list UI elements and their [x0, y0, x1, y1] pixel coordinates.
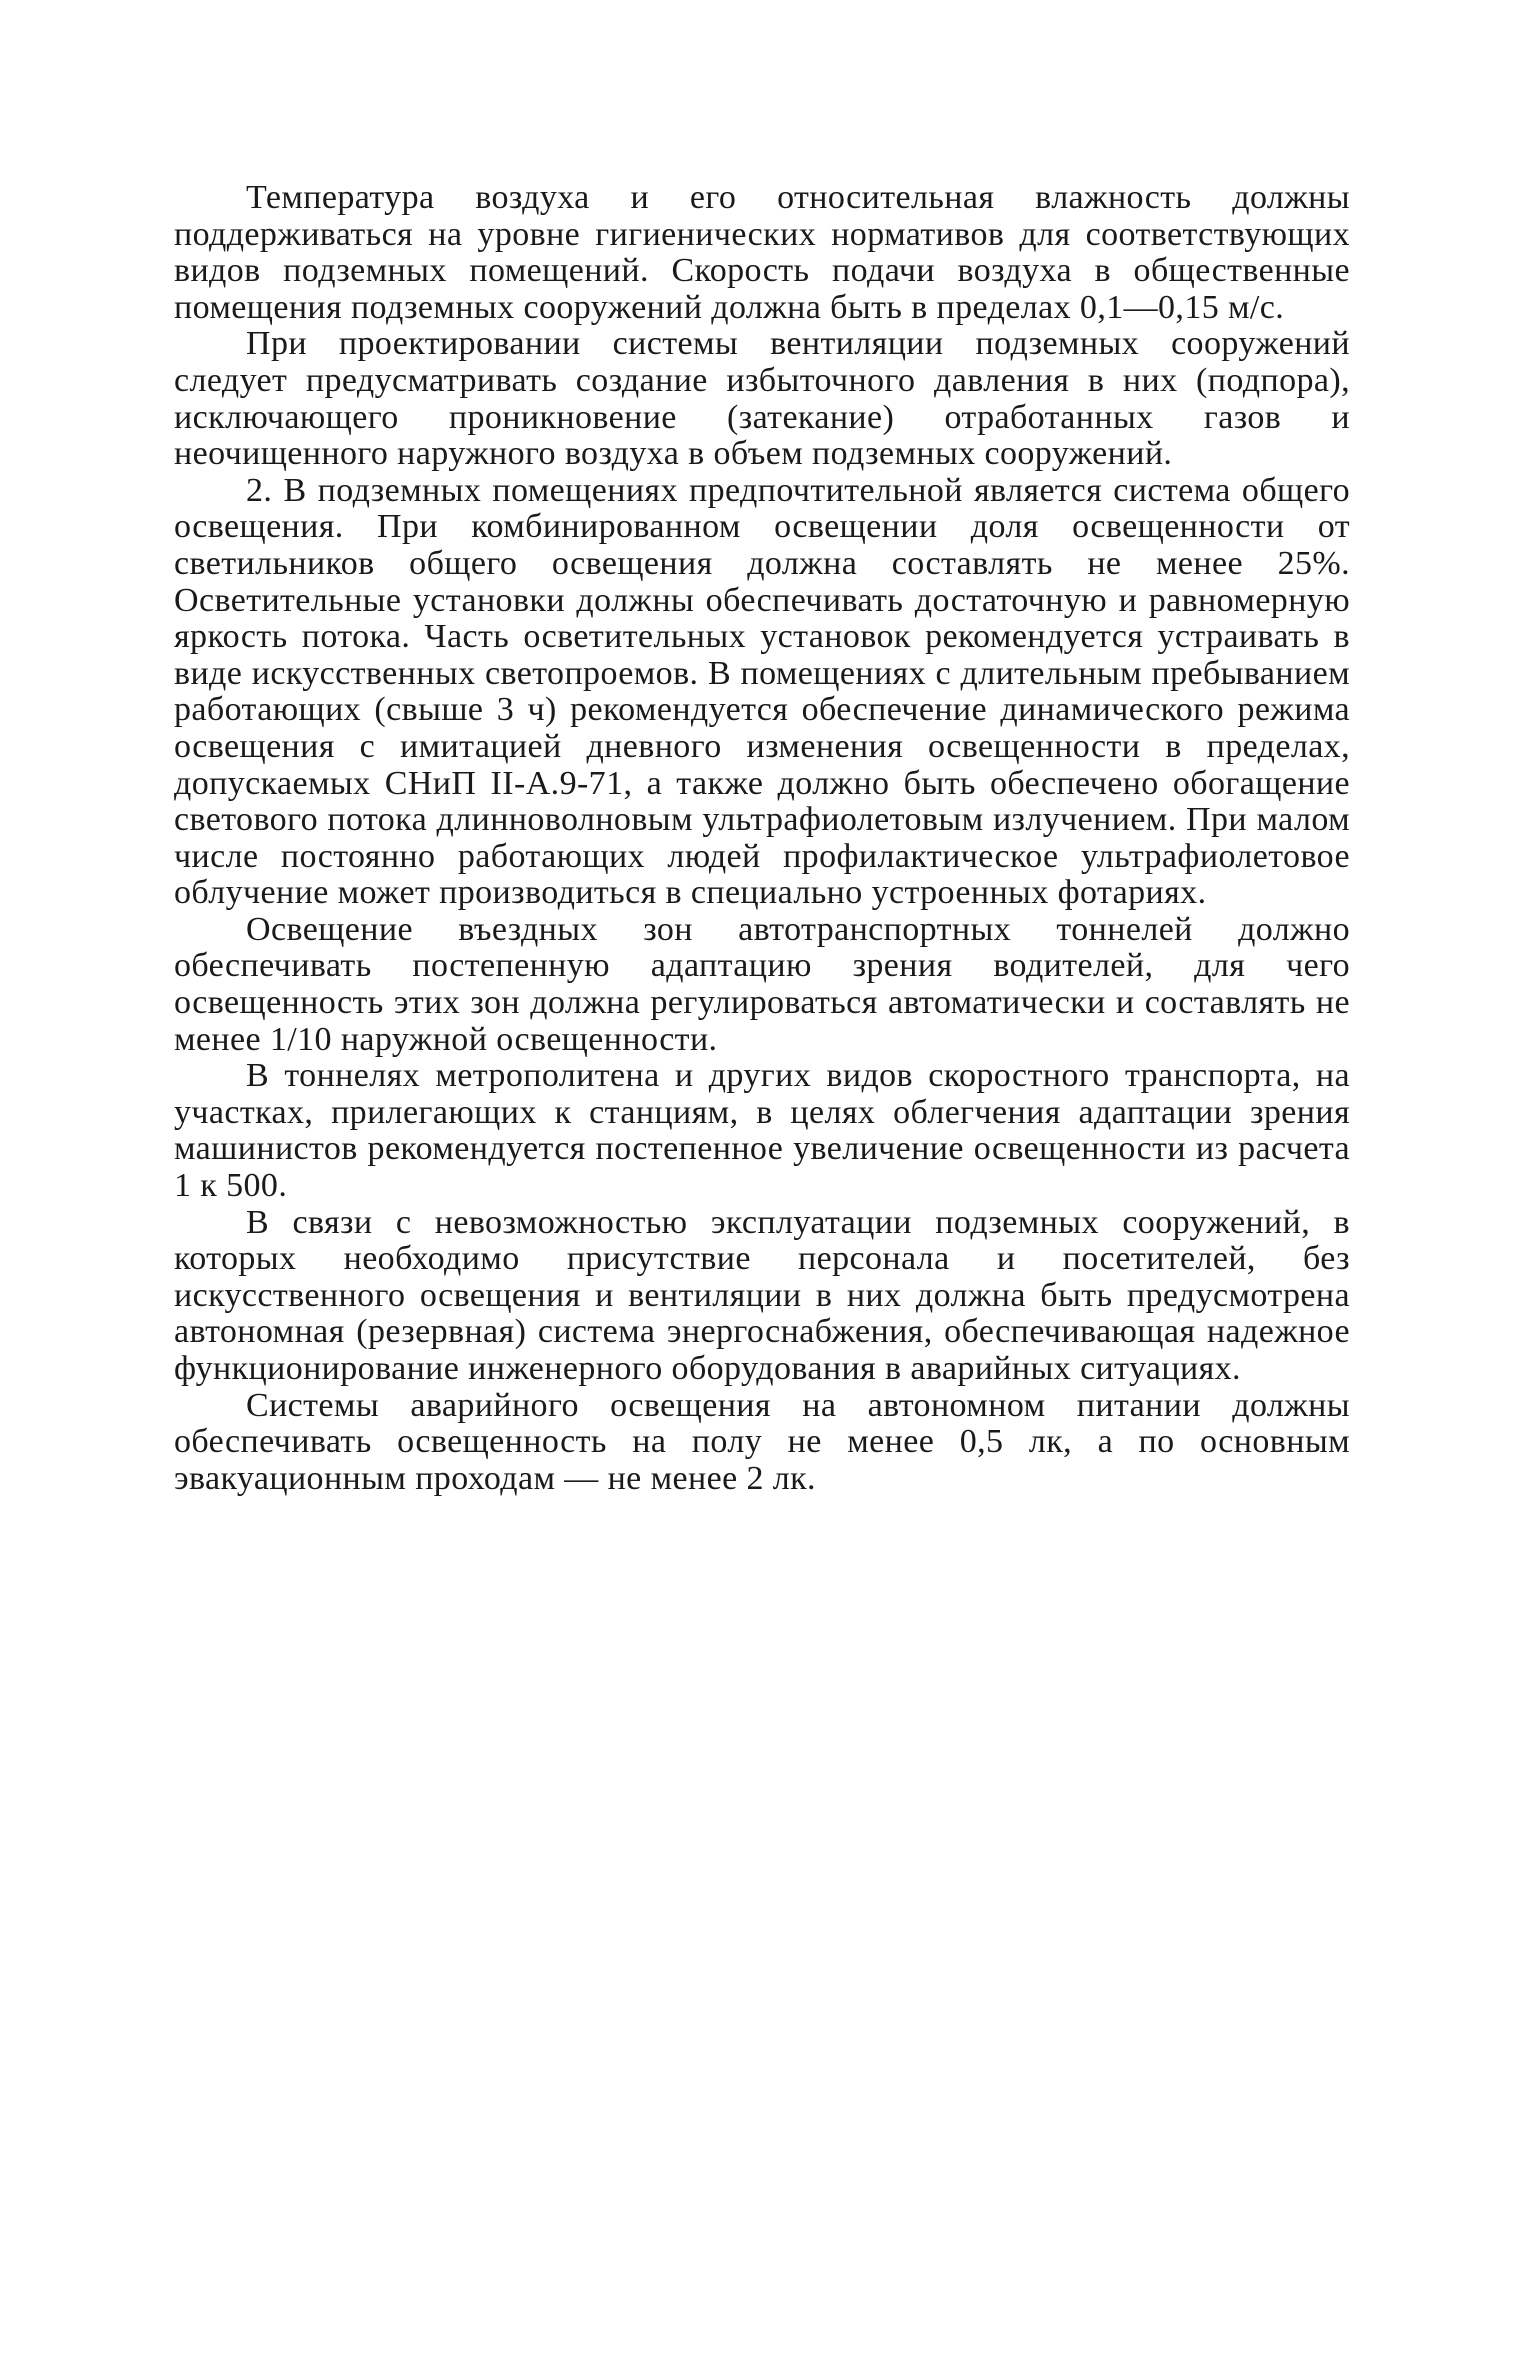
- body-text: [174, 180, 1350, 1497]
- paragraph-backup-power: В связи с невозможностью эксплуатации подземных сооружений, в которых необходимо присутствие персонала и посетителей, без искусственного освещения и вентиляции в них должна быть предусмотрена автономная (резервная) система энергоснабжения, обеспечивающая надежное функционирование инженерного оборудования в аварийных ситуациях.: [174, 1203, 1350, 1387]
- paragraph-general-lighting: 2. В подземных помещениях предпочтительной является система общего освещения. При комбинированном освещении доля освещенности от светильников общего освещения должна составлять не менее 25%. Осветительные установки должны обеспечивать достаточную и равномерную яркость потока. Часть осветительных установок рекомендуется устраивать в виде искусственных светопроемов. В помещениях с длительным пребыванием работающих (свыше 3 ч) рекомендуется обеспечение динамического режима освещения с имитацией дневного изменения освещенности в пределах, допускаемых СНиП II-А.9-71, а также должно быть обеспечено обогащение светового потока длинноволновым ультрафиолетовым излучением. При малом числе постоянно работающих людей профилактическое ультрафиолетовое облучение может производиться в специально устроенных фотариях.: [174, 471, 1350, 912]
- paragraph-air-parameters: Температура воздуха и его относительная влажность должны поддерживаться на уровне гигиенических нормативов для соответствующих видов подземных помещений. Скорость подачи воздуха в общественные помещения подземных сооружений должна быть в пределах 0,1—0,15 м/с.: [174, 179, 1350, 326]
- paragraph-metro-tunnel-lighting: В тоннелях метрополитена и других видов скоростного транспорта, на участках, прилегающих к станциям, в целях облегчения адаптации зрения машинистов рекомендуется постепенное увеличение освещенности из расчета 1 к 500.: [174, 1057, 1350, 1205]
- paragraph-tunnel-entry-lighting: Освещение въездных зон автотранспортных тоннелей должно обеспечивать постепенную адаптацию зрения водителей, для чего освещенность этих зон должна регулироваться автоматически и составлять не менее 1/10 наружной освещенности.: [174, 910, 1350, 1058]
- paragraph-emergency-lighting: Системы аварийного освещения на автономном питании должны обеспечивать освещенность на полу не менее 0,5 лк, а по основным эвакуационным проходам — не менее 2 лк.: [174, 1386, 1350, 1497]
- paragraph-ventilation-pressure: При проектировании системы вентиляции подземных сооружений следует предусматривать создание избыточного давления в них (подпора), исключающего проникновение (затекание) отработанных газов и неочищенного наружного воздуха в объем подземных сооружений.: [174, 325, 1350, 473]
